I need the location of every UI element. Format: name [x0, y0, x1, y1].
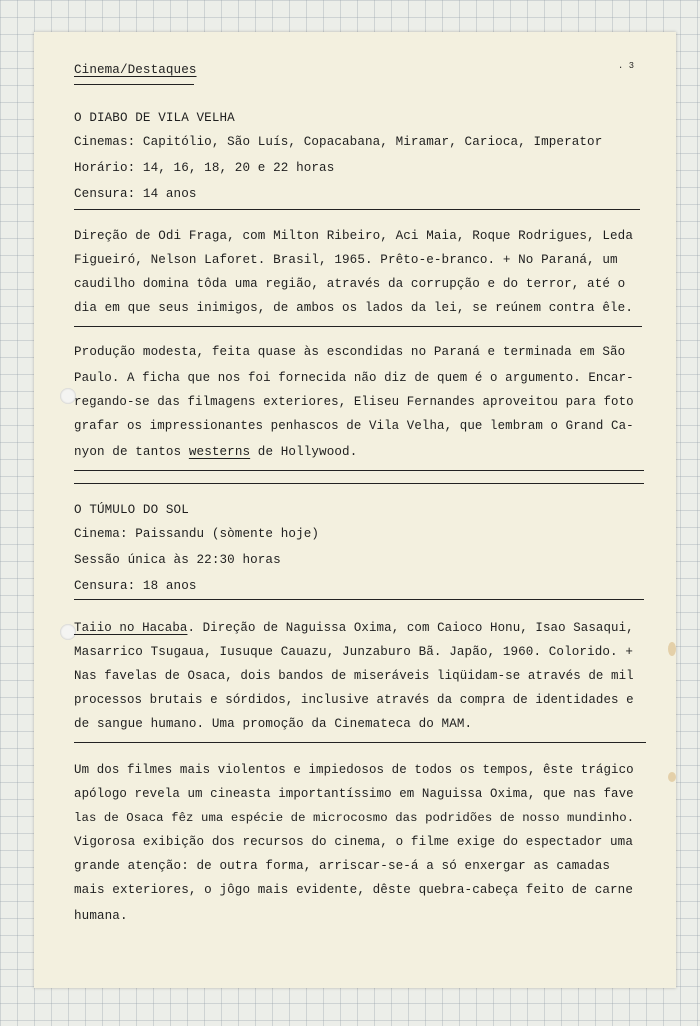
film-censura: Censura: 14 anos: [74, 187, 197, 201]
review-line: Paulo. A ficha que nos foi fornecida não diz de quem é o argumento. Encar-: [74, 371, 634, 385]
typewritten-page: [34, 32, 676, 988]
divider: [74, 470, 644, 471]
page-number: . 3: [618, 61, 635, 71]
review-text: nyon de tantos: [74, 445, 189, 459]
review-text: de Hollywood.: [250, 445, 358, 459]
review-line: apólogo revela um cineasta importantíssimo em Naguissa Oxima, que nas fave: [74, 787, 634, 801]
review-line: grafar os impressionantes penhascos de Vila Velha, que lembram o Grand Ca-: [74, 419, 634, 433]
film-title: O TÚMULO DO SOL: [74, 503, 189, 517]
underlined-word: westerns: [188, 445, 251, 459]
synopsis-line: [74, 616, 634, 640]
synopsis-line: Direção de Odi Fraga, com Milton Ribeiro, Aci Maia, Roque Rodrigues, Leda: [74, 229, 633, 243]
review-line: [74, 440, 357, 464]
synopsis-line: caudilho domina tôda uma região, através da corrupção e do terror, até o: [74, 277, 626, 291]
divider: [74, 326, 642, 327]
divider: [74, 84, 194, 85]
synopsis-line: dia em que seus inimigos, de ambos os lados da lei, se reúnem contra êle.: [74, 301, 633, 315]
synopsis-line: Figueiró, Nelson Laforet. Brasil, 1965. Prêto-e-branco. + No Paraná, um: [74, 253, 618, 267]
review-line: humana.: [74, 909, 128, 923]
section-heading: Cinema/Destaques: [74, 63, 197, 77]
synopsis-line: de sangue humano. Uma promoção da Cinemateca do MAM.: [74, 717, 473, 731]
synopsis-line: Masarrico Tsugaua, Iusuque Cauazu, Junzaburo Bã. Japão, 1960. Colorido. +: [74, 645, 633, 659]
review-line: las de Osaca fêz uma espécie de microcosmo das podridões de nosso mundinho.: [74, 811, 635, 825]
review-line: mais exteriores, o jôgo mais evidente, dêste quebra-cabeça feito de carne: [74, 883, 633, 897]
review-line: regando-se das filmagens exteriores, Eliseu Fernandes aproveitou para foto: [74, 395, 634, 409]
synopsis-text: . Direção de Naguissa Oxima, com Caioco Honu, Isao Sasaqui,: [187, 621, 634, 635]
synopsis-line: Nas favelas de Osaca, dois bandos de miseráveis liqüidam-se através de mil: [74, 669, 634, 683]
rust-stain: [668, 642, 676, 656]
divider: [74, 209, 640, 210]
synopsis-line: processos brutais e sórdidos, inclusive através da compra de identidades e: [74, 693, 634, 707]
film-cinema: Cinema: Paissandu (sòmente hoje): [74, 527, 320, 541]
film-censura: Censura: 18 anos: [74, 579, 197, 593]
divider: [74, 599, 644, 600]
film-horario: Horário: 14, 16, 18, 20 e 22 horas: [74, 161, 335, 175]
review-line: Vigorosa exibição dos recursos do cinema, o filme exige do espectador uma: [74, 835, 633, 849]
divider: [74, 742, 646, 743]
review-line: grande atenção: de outra forma, arriscar-se-á a só enxergar as camadas: [74, 859, 611, 873]
review-line: Produção modesta, feita quase às escondidas no Paraná e terminada em São: [74, 345, 626, 359]
divider: [74, 483, 644, 484]
review-line: Um dos filmes mais violentos e impiedosos de todos os tempos, êste trágico: [74, 763, 634, 777]
original-title: Taiio no Hacaba: [74, 621, 188, 635]
film-title: O DIABO DE VILA VELHA: [74, 111, 235, 125]
rust-stain: [668, 772, 676, 782]
film-sessao: Sessão única às 22:30 horas: [74, 553, 281, 567]
film-cinemas: Cinemas: Capitólio, São Luís, Copacabana, Miramar, Carioca, Imperator: [74, 135, 603, 149]
